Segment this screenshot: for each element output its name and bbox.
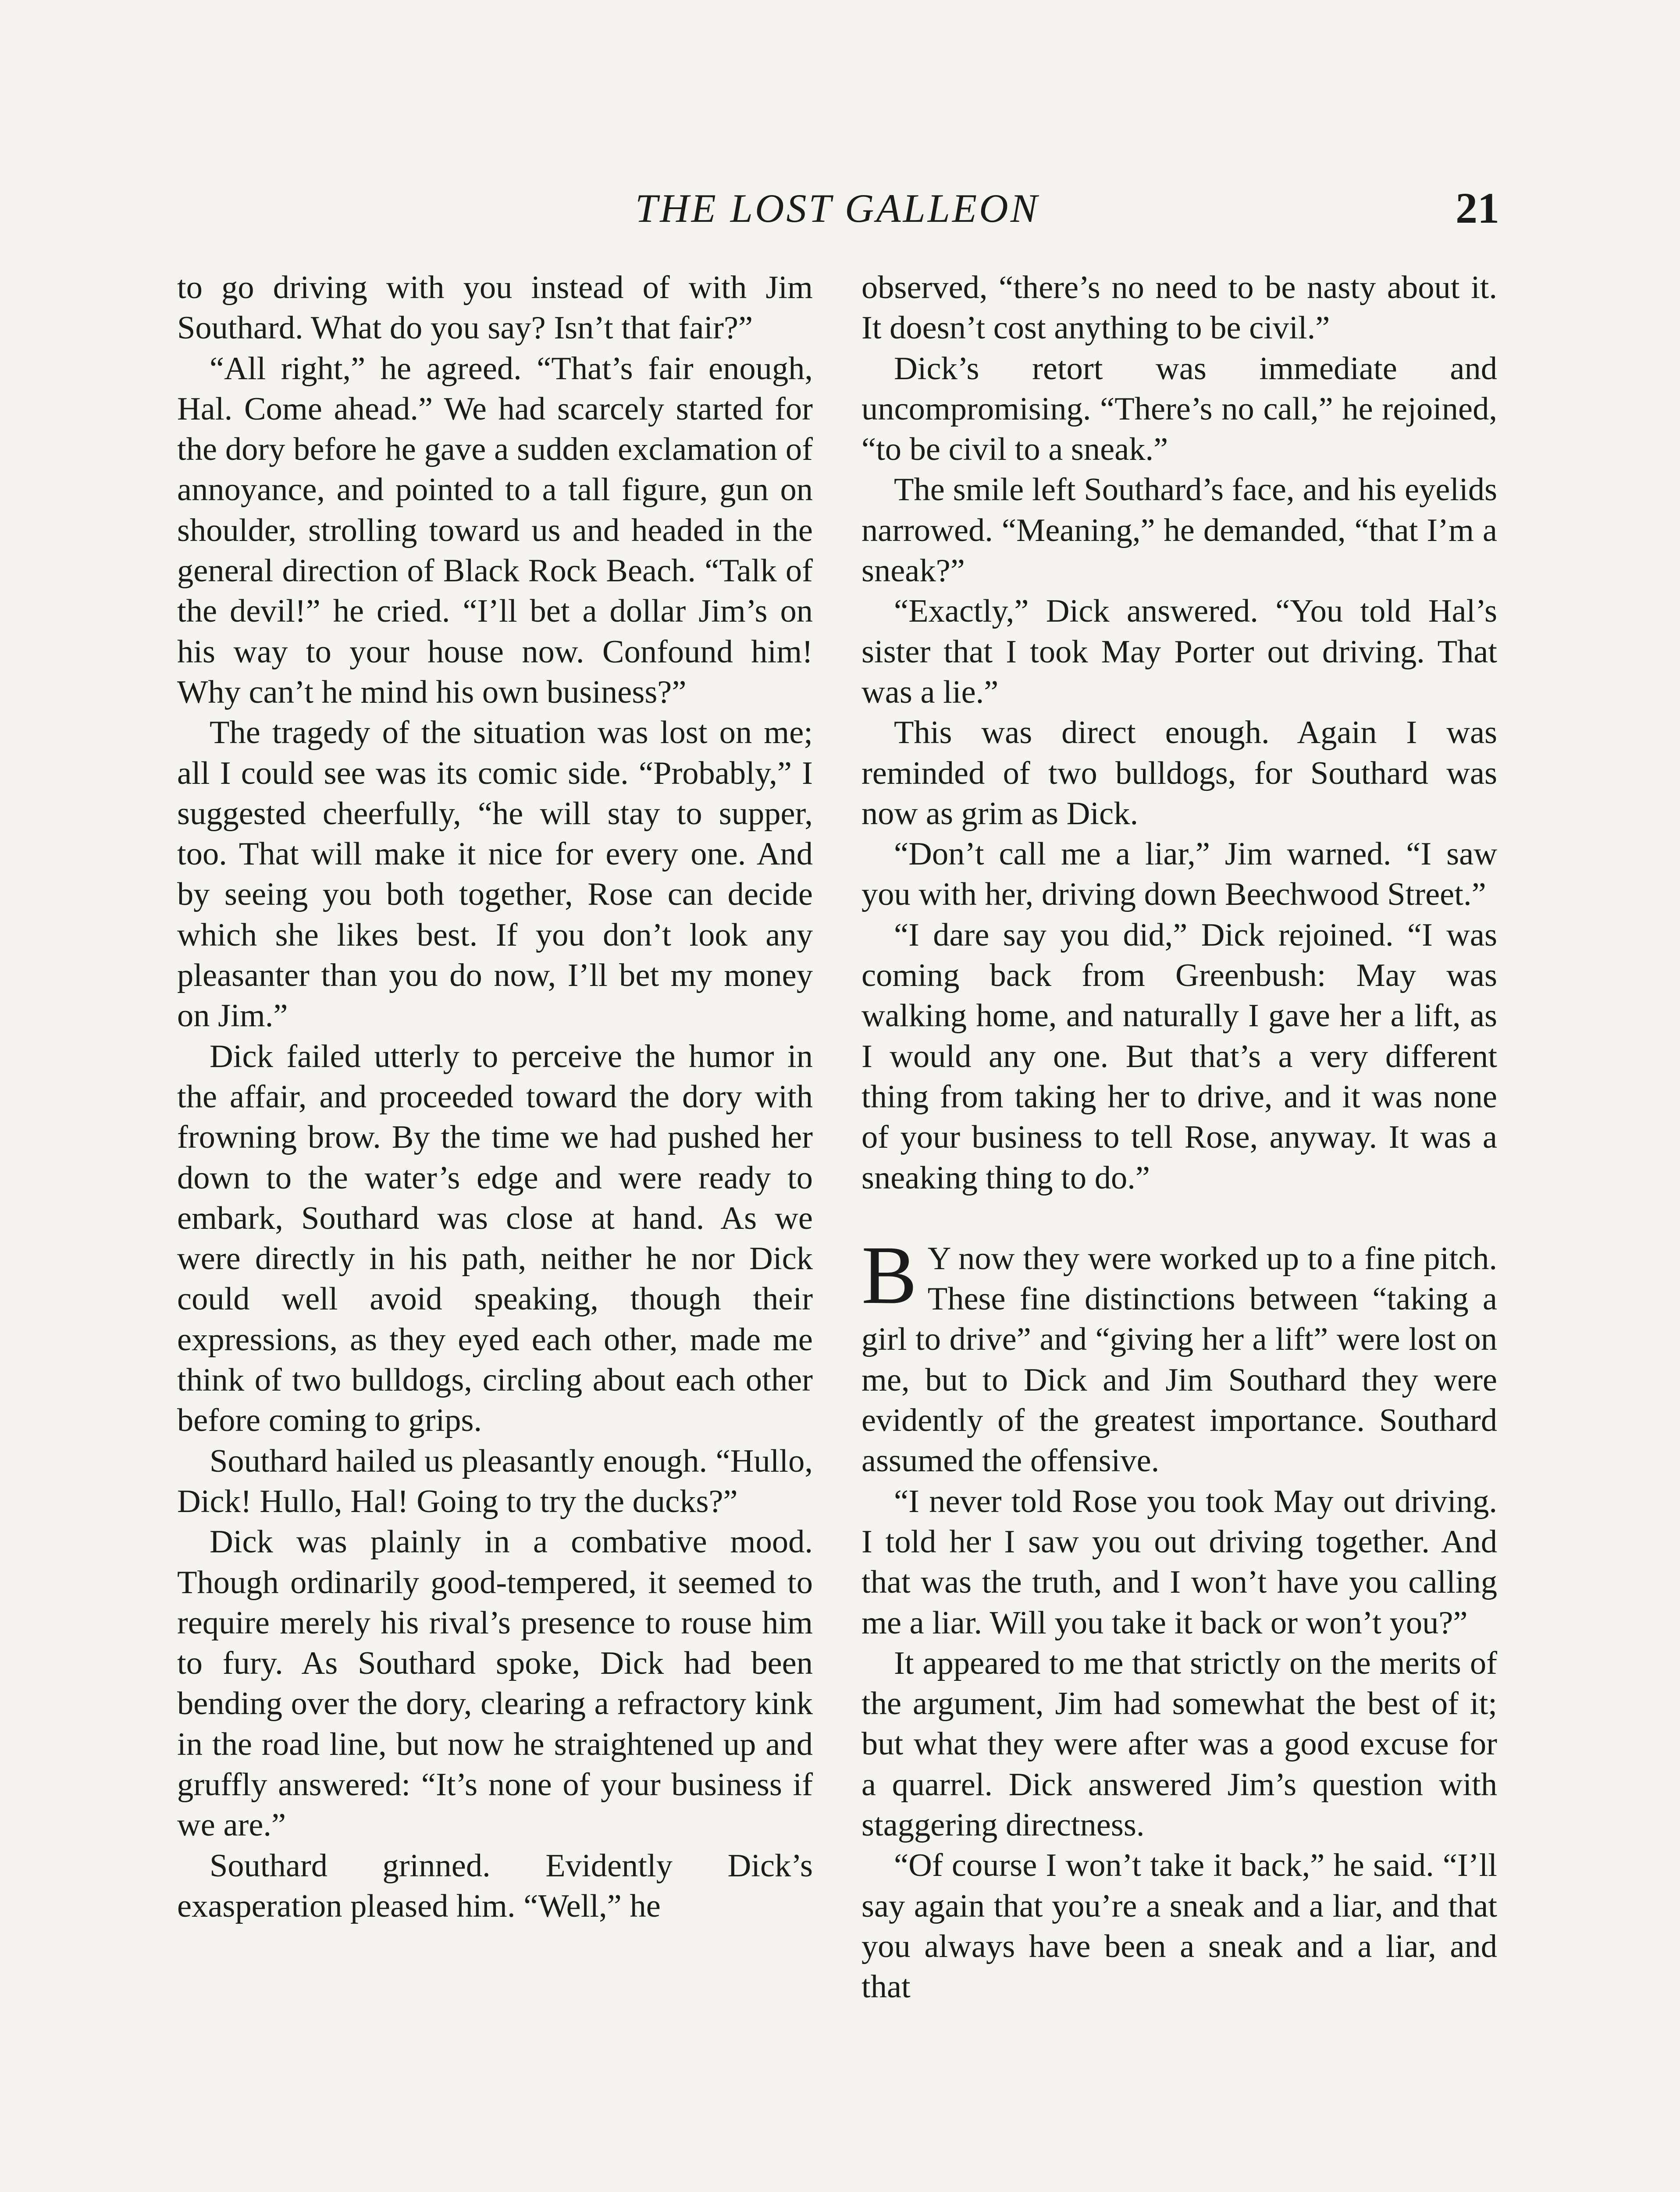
running-head (175, 175, 1499, 241)
paragraph: This was direct enough. Again I was reminded of two bulldogs, for Southard was now as grim as Dick. (861, 715, 1497, 832)
paragraph: to go driving with you instead of with Jim Southard. What do you say? Isn’t that fair?” (177, 270, 813, 346)
paragraph: The smile left Southard’s face, and his eyelids narrowed. “Meaning,” he demanded, “that I’m a sneak?” (861, 472, 1497, 589)
section-opening-text: Y now they were worked up to a fine pitch. These fine distinctions between “taking a girl to drive” and “giving her a lift” were lost on me, but to Dick and Jim Southard they were evidently of the greatest importance. Southard assumed the offensive. (861, 1240, 1497, 1479)
paragraph: Dick was plainly in a combative mood. Though ordinarily good-tempered, it seemed to require merely his rival’s presence to rouse him to fury. As Southard spoke, Dick had been bending over the dory, clearing a refractory kink in the road line, but now he straightened up and gruffly answered: “It’s none of your business if we are.” (177, 1524, 813, 1843)
paragraph: observed, “there’s no need to be nasty about it. It doesn’t cost anything to be civil.” (861, 270, 1497, 346)
paragraph: The tragedy of the situation was lost on me; all I could see was its comic side. “Probably,” I suggested cheerfully, “he will stay to supper, too. That will make it nice for every one. And by seeing you both together, Rose can decide which she likes best. If you don’t look any pleasanter than you do now, I’ll bet my money on Jim.” (177, 715, 813, 1034)
paragraph: “Don’t call me a liar,” Jim warned. “I saw you with her, driving down Beechwood Street.” (861, 836, 1497, 913)
page-number: 21 (1456, 184, 1499, 232)
paragraph: “I never told Rose you took May out driving. I told her I saw you out driving together. And that was the truth, and I won’t have you calling me a liar. Will you take it back or won’t you?” (861, 1483, 1497, 1641)
page-title: THE LOST GALLEON (635, 186, 1039, 231)
drop-cap: B (861, 1229, 917, 1321)
paragraph: Southard grinned. Evidently Dick’s exasperation pleased him. “Well,” he (177, 1847, 813, 1924)
section-opening-paragraph (861, 1229, 1497, 1481)
paragraph: Dick failed utterly to perceive the humor in the affair, and proceeded toward the dory with frowning brow. By the time we had pushed her down to the water’s edge and were ready to embark, Southard was close at hand. As we were directly in his path, neither he nor Dick could well avoid speaking, though their expressions, as they eyed each other, made me think of two bulldogs, circling about each other before coming to grips. (177, 1038, 813, 1439)
paragraph: “Exactly,” Dick answered. “You told Hal’s sister that I took May Porter out driving. That was a lie.” (861, 593, 1497, 710)
right-column (861, 267, 1497, 2007)
paragraph: “I dare say you did,” Dick rejoined. “I was coming back from Greenbush: May was walking home, and naturally I gave her a lift, as I would any one. But that’s a very different thing from taking her to drive, and it was none of your business to tell Rose, anyway. It was a sneaking thing to do.” (861, 917, 1497, 1196)
paragraph: It appeared to me that strictly on the merits of the argument, Jim had somewhat the best of it; but what they were after was a good excuse for a quarrel. Dick answered Jim’s question with staggering directness. (861, 1645, 1497, 1843)
paragraph: Southard hailed us pleasantly enough. “Hullo, Dick! Hullo, Hal! Going to try the ducks?” (177, 1443, 813, 1519)
left-column (177, 267, 813, 1926)
paragraph: Dick’s retort was immediate and uncompromising. “There’s no call,” he rejoined, “to be civil to a sneak.” (861, 350, 1497, 468)
paragraph: “All right,” he agreed. “That’s fair enough, Hal. Come ahead.” We had scarcely started for the dory before he gave a sudden exclamation of annoyance, and pointed to a tall figure, gun on shoulder, strolling toward us and headed in the general direction of Black Rock Beach. “Talk of the devil!” he cried. “I’ll bet a dollar Jim’s on his way to your house now. Confound him! Why can’t he mind his own business?” (177, 350, 813, 710)
paragraph: “Of course I won’t take it back,” he said. “I’ll say again that you’re a sneak and a liar, and that you always have been a sneak and a liar, and that (861, 1847, 1497, 2005)
